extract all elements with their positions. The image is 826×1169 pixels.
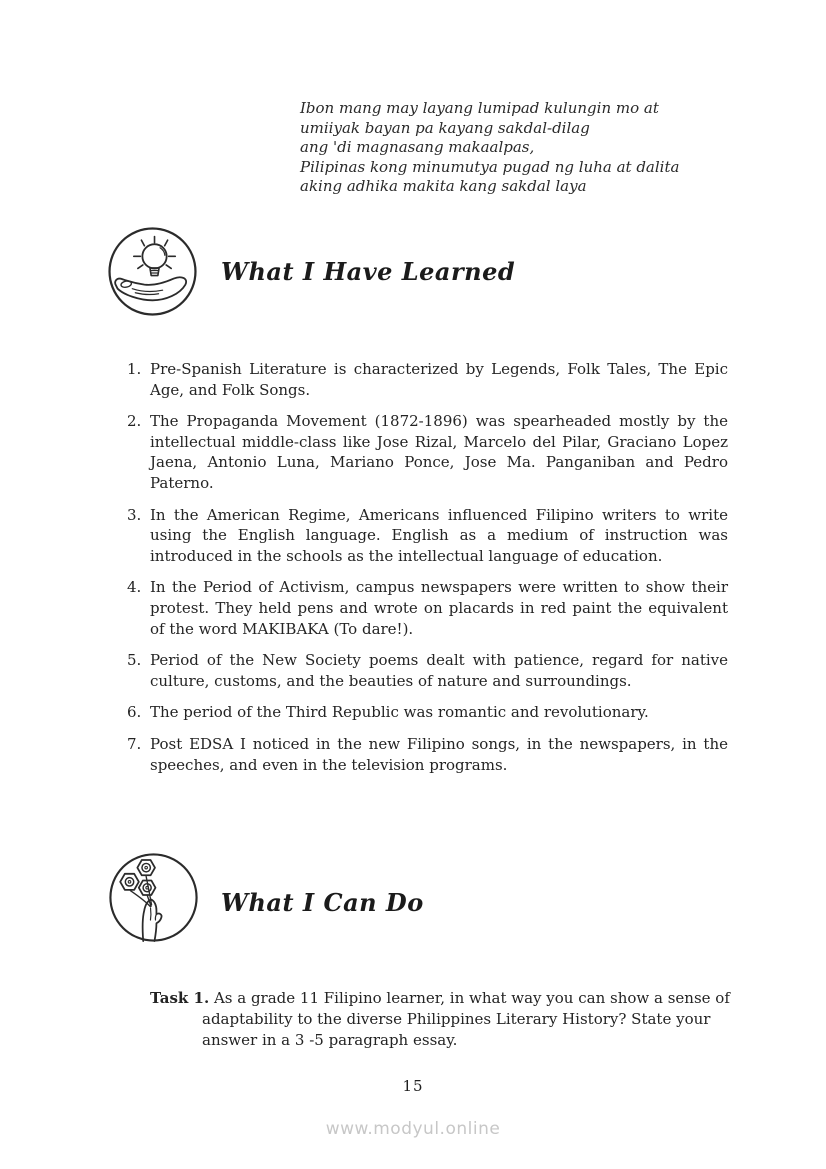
list-item-text: The Propaganda Movement (1872-1896) was spearheaded mostly by the intellectual middle-class like Jose Rizal, Marcelo del Pilar, Graciano Lopez Jaena, Antonio Luna, Mariano Ponce, Jose Ma. Panganiban and Pedro Paterno. <box>150 412 728 492</box>
learned-list <box>127 359 728 786</box>
list-item <box>127 577 728 639</box>
task-text: As a grade 11 Filipino learner, in what way you can show a sense of adaptability to the diverse Philippines Literary History? State your answer in a 3 -5 paragraph essay. <box>202 989 730 1049</box>
list-item <box>127 505 728 567</box>
lightbulb-in-hand-icon <box>107 226 198 317</box>
poem-line: Pilipinas kong minumutya pugad ng luha at dalita <box>300 157 680 176</box>
poem-line: Ibon mang may layang lumipad kulungin mo at <box>300 99 659 117</box>
poem-line: umiiyak bayan pa kayang sakdal-dilag <box>300 118 590 137</box>
list-item-number: 6. <box>127 703 142 722</box>
list-item <box>127 411 728 493</box>
list-item-number: 1. <box>127 360 142 378</box>
list-item <box>127 734 728 775</box>
poem-line: ang 'di magnasang makaalpas, <box>300 138 535 157</box>
hand-with-flowers-icon <box>107 850 200 945</box>
list-item-text: The period of the Third Republic was romantic and revolutionary. <box>150 703 649 722</box>
list-item-number: 5. <box>127 651 142 670</box>
list-item-number: 3. <box>127 505 142 524</box>
section-title-what-i-have-learned: What I Have Learned <box>221 257 516 286</box>
list-item-number: 7. <box>127 734 142 753</box>
task-label: Task 1. <box>150 989 210 1007</box>
list-item-number: 2. <box>127 412 142 431</box>
list-item-text: Post EDSA I noticed in the new Filipino songs, in the newspapers, in the speeches, and even in the television programs. <box>150 734 728 774</box>
list-item <box>127 650 728 691</box>
poem-block <box>300 99 700 197</box>
list-item <box>127 359 728 400</box>
task-paragraph <box>150 988 735 1051</box>
list-item-text: In the Period of Activism, campus newspapers were written to show their protest. They held pens and wrote on placards in red paint the equivalent of the word MAKIBAKA (To dare!). <box>150 578 728 638</box>
watermark: www.modyul.online <box>325 1119 501 1139</box>
list-item <box>127 702 728 723</box>
section-title-what-i-can-do: What I Can Do <box>221 888 424 917</box>
page-number: 15 <box>402 1077 424 1095</box>
poem-line: aking adhika makita kang sakdal laya <box>300 177 587 196</box>
list-item-text: Pre-Spanish Literature is characterized by Legends, Folk Tales, The Epic Age, and Folk Songs. <box>150 360 728 399</box>
list-item-number: 4. <box>127 578 142 597</box>
list-item-text: Period of the New Society poems dealt with patience, regard for native culture, customs, and the beauties of nature and surroundings. <box>150 651 728 690</box>
list-item-text: In the American Regime, Americans influenced Filipino writers to write using the English language. English as a medium of instruction was introduced in the schools as the intellectual language of education. <box>150 505 728 565</box>
